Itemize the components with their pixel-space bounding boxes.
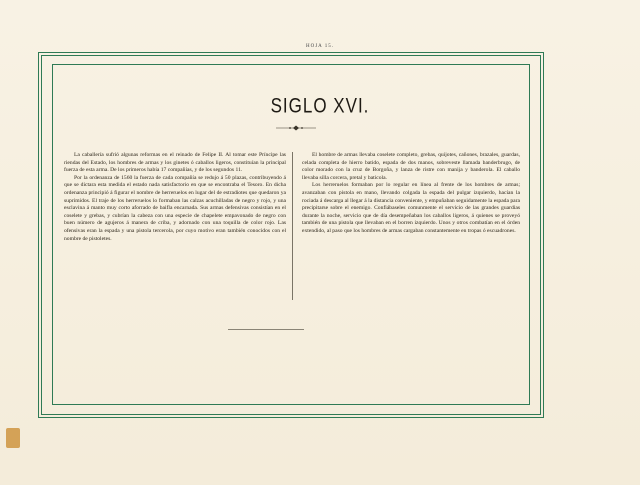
right-column <box>302 152 520 236</box>
left-paragraph-2: Por la ordenanza de 1560 la fuerza de cada compañía se redujo á 50 plazas, contribuyendo á que se dictara esta medida el estado nada satisfactorio en que se encontraba el Tesoro. En dicha ordenanza principió á figurar el nombre de herreruelos en lugar del de estradiotes que quedaron ya suprimidos. El traje de los herreruelos lo formaban las calzas acuchilladas de negro y rojo, y una esclavina á manto muy corto aforrado de baifla encarnada. Sus armas defensivas consistían en el coselete y grebas, y cubrían la cabeza con una especie de chapelete empavonado de negro con buen número de agujeros á manera de criba, y adornado con una toquilla de color rojo. Las ofensivas eran la espada y una pistola tercerola, por cuyo motivo eran también conocidos con el nombre de pistoletes. <box>64 174 286 242</box>
bottom-rule <box>228 329 304 330</box>
sheet-label: HOJA 15. <box>305 44 334 49</box>
right-paragraph-1: El hombre de armas llevaba coselete completo, grebas, quijotes, cañones, brazales, guardas, celada completa de hierro batido, espada de dos manos, sobreveste llamada banderbrugo, de color morado con la cruz de Borgoña, y lanza de ristre con manija y banderola. El caballo llevaba silla corcera, pretal y baticola. <box>302 152 520 181</box>
column-divider <box>292 152 293 300</box>
page-tab-marker <box>6 428 20 448</box>
right-paragraph-2: Los herreruelos formaban por lo regular en línea al frente de los hombres de armas; avanzaban con pistola en mano, llevando colgada la espada del pulgar izquierdo, hacían la rociada á descarga al llegar á la distancia conveniente, y empuñaban seguidamente la espada para precipitarse sobre el enemigo. Confiábaseles comunmente el servicio de las grandes guardias durante la noche, servicio que de día desempeñaban los caballos ligeros, á quienes se proveyó también de una pistola que llevaban en el borren izquierdo. Unos y otros combatían en el órden extendido, al paso que los hombres de armas cargaban constantemente en tropas ó escuadrones. <box>302 182 520 234</box>
left-column <box>64 152 286 243</box>
page-title: SIGLO XVI. <box>270 93 370 118</box>
left-paragraph-1: La caballería sufrió algunas reformas en el reinado de Felipe II. Al tomar este Príncipe las riendas del Estado, los hombres de armas y los ginetes ó caballos ligeros, constituían la principal fuerza de esta arma. De los primeros había 17 compañías, y de los segundos 11. <box>64 152 286 174</box>
title-ornament-icon <box>276 125 316 131</box>
